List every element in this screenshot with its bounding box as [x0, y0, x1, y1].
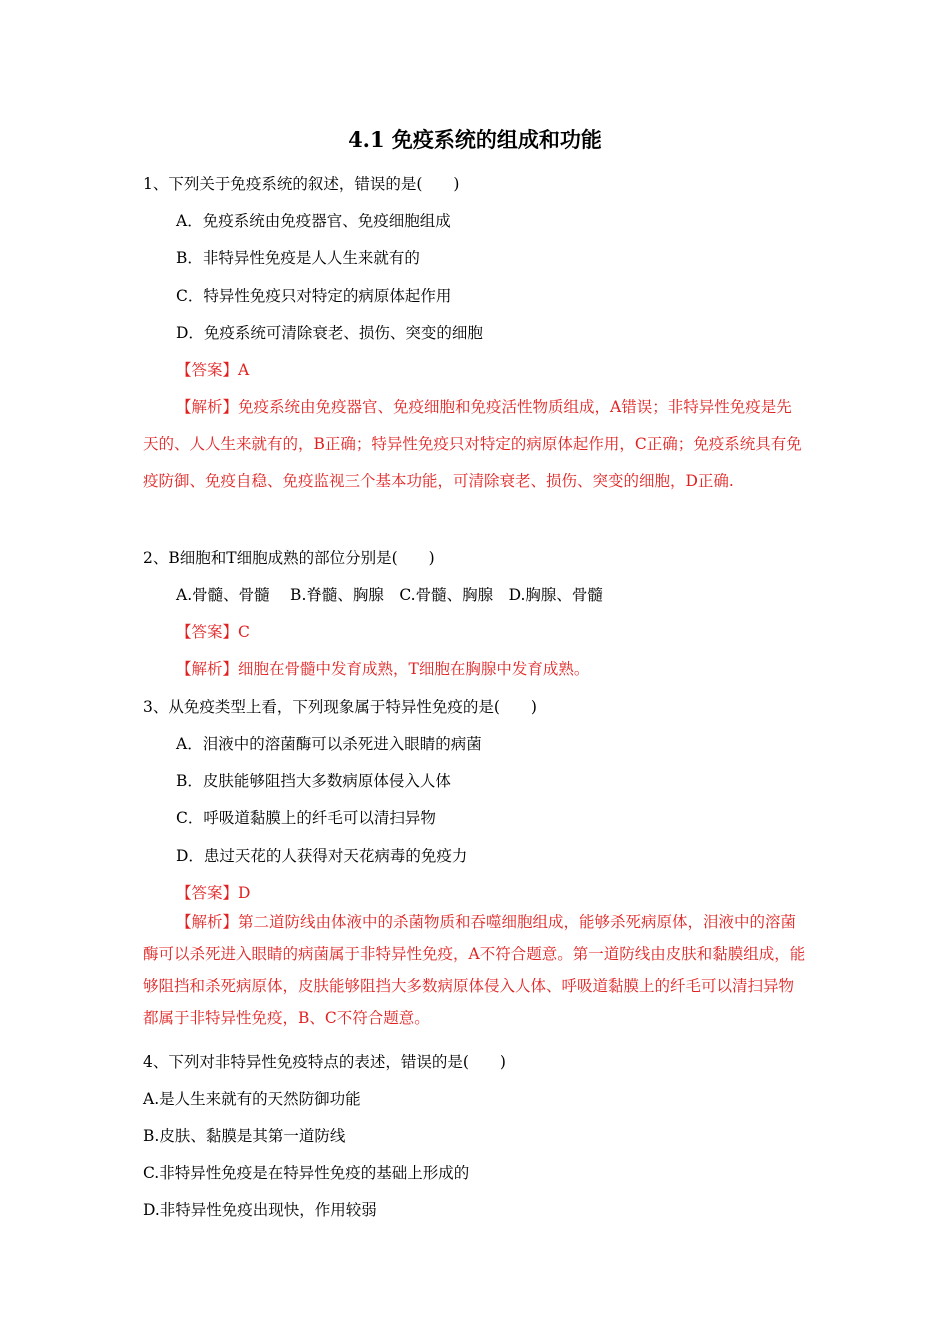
- question-3-option-b: B．皮肤能够阻挡大多数病原体侵入人体: [176, 772, 451, 790]
- question-4-stem: 4、下列对非特异性免疫特点的表述，错误的是( ): [143, 1053, 506, 1071]
- question-2-stem: 2、B细胞和T细胞成熟的部位分别是( ): [143, 549, 435, 567]
- question-1-option-d: D．免疫系统可清除衰老、损伤、突变的细胞: [176, 324, 483, 342]
- question-3-option-c: C．呼吸道黏膜上的纤毛可以清扫异物: [176, 809, 436, 827]
- question-2-options: A.骨髓、骨髓 B.脊髓、胸腺 C.骨髓、胸腺 D.胸腺、骨髓: [176, 586, 603, 604]
- question-1-answer: [176, 358, 249, 382]
- analysis-tag: 【解析】: [176, 398, 239, 416]
- question-3-stem: 3、从免疫类型上看，下列现象属于特异性免疫的是( ): [143, 698, 537, 716]
- question-2-answer: [176, 620, 250, 644]
- question-1-option-b: B．非特异性免疫是人人生来就有的: [176, 249, 420, 267]
- analysis-tag: 【解析】: [176, 913, 239, 931]
- question-4-option-c: C.非特异性免疫是在特异性免疫的基础上形成的: [143, 1164, 470, 1182]
- question-3-option-d: D．患过天花的人获得对天花病毒的免疫力: [176, 847, 468, 865]
- analysis-text: 细胞在骨髓中发育成熟，T细胞在胸腺中发育成熟。: [238, 660, 590, 678]
- question-4-option-a: A.是人生来就有的天然防御功能: [143, 1090, 361, 1108]
- question-4-option-d: D.非特异性免疫出现快，作用较弱: [143, 1201, 377, 1219]
- question-3-option-a: A．泪液中的溶菌酶可以杀死进入眼睛的病菌: [176, 735, 482, 753]
- answer-tag: 【答案】: [176, 361, 239, 379]
- answer-tag: 【答案】: [176, 884, 239, 902]
- question-1-option-c: C．特异性免疫只对特定的病原体起作用: [176, 287, 452, 305]
- question-1-stem: 1、下列关于免疫系统的叙述，错误的是( ): [143, 175, 460, 193]
- analysis-tag: 【解析】: [176, 660, 239, 678]
- answer-value: A: [238, 361, 250, 379]
- question-3-analysis: [143, 906, 807, 1034]
- analysis-text: 第二道防线由体液中的杀菌物质和吞噬细胞组成，能够杀死病原体，泪液中的溶菌酶可以杀死进入眼睛的病菌属于非特异性免疫，A不符合题意。第一道防线由皮肤和黏膜组成，能够阻挡和杀死病原体，皮肤能够阻挡大多数病原体侵入人体、呼吸道黏膜上的纤毛可以清扫异物都属于非特异性免疫，B、C不符合题意。: [143, 913, 806, 1027]
- answer-value: C: [238, 623, 250, 641]
- answer-tag: 【答案】: [176, 623, 239, 641]
- question-3-answer: [176, 881, 250, 905]
- question-2-analysis: [176, 657, 589, 681]
- answer-value: D: [238, 884, 251, 902]
- question-1-option-a: A．免疫系统由免疫器官、免疫细胞组成: [176, 212, 451, 230]
- analysis-text: 免疫系统由免疫器官、免疫细胞和免疫活性物质组成，A错误；非特异性免疫是先天的、人人生来就有的，B正确；特异性免疫只对特定的病原体起作用，C正确；免疫系统具有免疫防御、免疫自稳、免疫监视三个基本功能，可清除衰老、损伤、突变的细胞，D正确.: [143, 398, 802, 490]
- question-4-option-b: B.皮肤、黏膜是其第一道防线: [143, 1127, 346, 1145]
- page-title: 4.1 免疫系统的组成和功能: [348, 127, 602, 152]
- question-1-analysis: [143, 389, 807, 500]
